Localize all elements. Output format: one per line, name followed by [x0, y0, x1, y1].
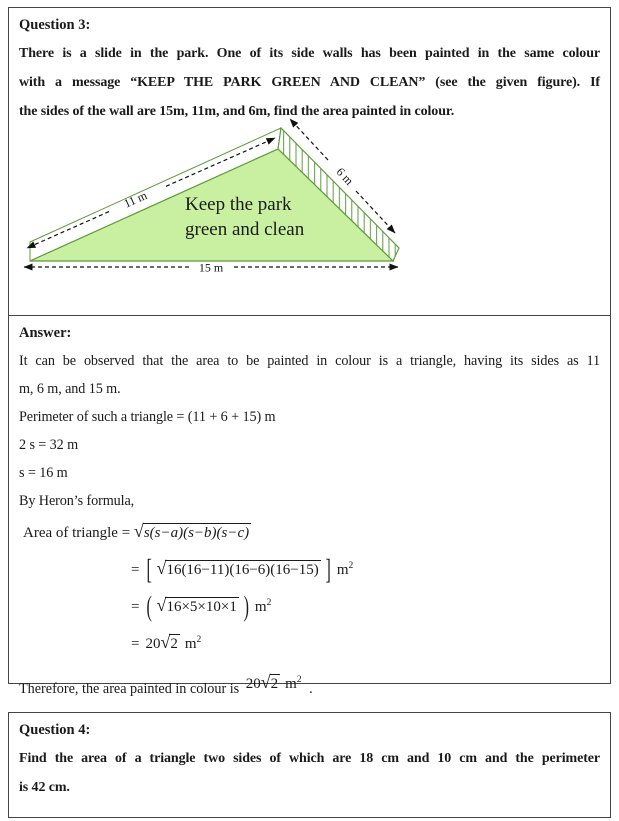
radicand: 16×5×10×1 — [166, 599, 237, 615]
answer-line: m, 6 m, and 15 m. — [19, 381, 121, 397]
answer-title: Answer: — [19, 325, 72, 341]
radicand: s(s−a)(s−b)(s−c) — [143, 525, 250, 541]
conclusion-text: Therefore, the area painted in colour is — [19, 681, 240, 697]
sqrt-expression: √16×5×10×1 — [156, 595, 237, 615]
period: . — [309, 681, 313, 697]
unit-power: 2 — [266, 598, 272, 608]
unit: m — [254, 599, 267, 615]
question3-title: Question 3: — [19, 17, 91, 33]
slide-wall-figure — [14, 115, 414, 283]
wall-message-line2: green and clean — [185, 219, 305, 240]
question3-box — [8, 7, 611, 316]
radicand: 2 — [170, 636, 178, 652]
question3-line: with a message “KEEP THE PARK GREEN AND CLEAN” (see the given figure). If — [19, 75, 600, 90]
question3-line: the sides of the wall are 15m, 11m, and 6m, find the area painted in colour. — [19, 104, 455, 119]
equals-sign: = — [131, 636, 140, 652]
answer-line: s = 16 m — [19, 465, 68, 481]
answer-line: 2 s = 32 m — [19, 437, 79, 453]
equals-sign: = — [131, 562, 140, 578]
sqrt-expression: √s(s−a)(s−b)(s−c) — [133, 521, 250, 541]
sqrt-expression: √16(16−11)(16−6)(16−15) — [156, 558, 319, 578]
radicand: 16(16−11)(16−6)(16−15) — [166, 562, 319, 578]
coefficient: 20 — [245, 676, 261, 692]
dimension-label-11m: 11 m — [121, 188, 150, 211]
math-line-simplified — [19, 587, 600, 624]
open-paren: ( — [146, 592, 152, 623]
dimension-label-6m: 6 m — [333, 164, 357, 188]
close-bracket: ] — [325, 555, 331, 586]
wall-message-line1: Keep the park — [185, 194, 292, 215]
math-line-result — [19, 624, 600, 661]
unit: m — [336, 562, 349, 578]
math-line-herons-formula — [19, 515, 600, 550]
answer-line: It can be observed that the area to be painted in colour is a triangle, having its sides as 11 — [19, 353, 600, 369]
radicand: 2 — [270, 676, 279, 692]
answer-line: By Heron’s formula, — [19, 493, 135, 509]
math-line-substitution — [19, 550, 600, 587]
math-label: Area of triangle = — [23, 525, 131, 541]
equals-sign: = — [131, 599, 140, 615]
conclusion-math: 20√2 $m^2$ — [245, 672, 302, 692]
question3-line: There is a slide in the park. One of its side walls has been painted in the same colour — [19, 46, 600, 61]
coefficient: 20 — [145, 636, 161, 652]
sqrt-expression: √2 — [160, 632, 178, 652]
unit: m — [285, 676, 297, 692]
unit-power: 2 — [296, 675, 302, 685]
conclusion-line — [19, 661, 600, 708]
close-paren: ) — [243, 592, 249, 623]
question4-line: is 42 cm. — [19, 780, 70, 795]
question4-box — [8, 712, 611, 818]
unit-power: 2 — [196, 635, 202, 645]
answer-line: Perimeter of such a triangle = (11 + 6 + 15) m — [19, 409, 276, 425]
answer-box — [8, 315, 611, 697]
question4-title: Question 4: — [19, 722, 91, 738]
unit: m — [184, 636, 197, 652]
open-bracket: [ — [146, 555, 152, 586]
question4-line: Find the area of a triangle two sides of which are 18 cm and 10 cm and the perimeter — [19, 751, 600, 766]
slide-wall-svg — [14, 115, 414, 283]
dimension-label-15m: 15 m — [198, 260, 224, 275]
unit-power: 2 — [348, 561, 354, 571]
